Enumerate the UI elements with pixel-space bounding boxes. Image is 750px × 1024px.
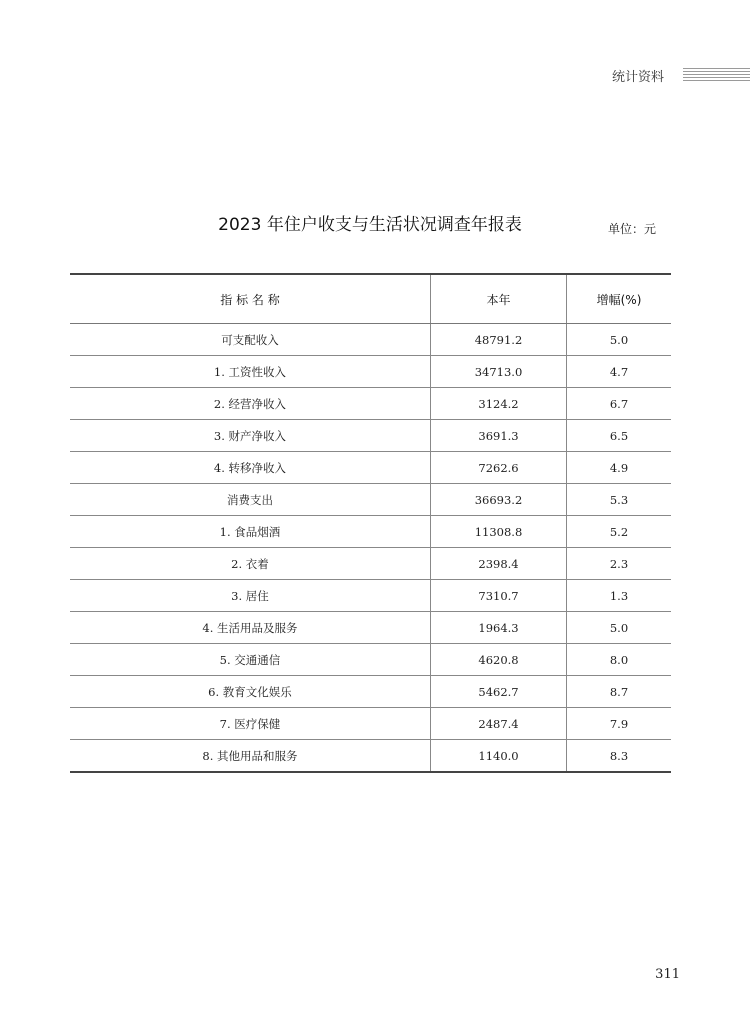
row-growth: 1.3 — [567, 580, 672, 612]
row-name: 消费支出 — [70, 484, 431, 516]
row-value: 7262.6 — [431, 452, 567, 484]
row-value: 2487.4 — [431, 708, 567, 740]
table-row — [70, 676, 671, 708]
row-growth: 7.9 — [567, 708, 672, 740]
column-header-current-year: 本年 — [431, 274, 567, 324]
row-growth: 8.7 — [567, 676, 672, 708]
header-decorative-lines — [683, 68, 750, 81]
row-name: 4. 生活用品及服务 — [70, 612, 431, 644]
row-growth: 5.3 — [567, 484, 672, 516]
row-value: 7310.7 — [431, 580, 567, 612]
row-growth: 8.0 — [567, 644, 672, 676]
row-name: 7. 医疗保健 — [70, 708, 431, 740]
table-row — [70, 644, 671, 676]
row-growth: 4.9 — [567, 452, 672, 484]
unit-label: 单位：元 — [608, 222, 657, 236]
row-growth: 5.0 — [567, 612, 672, 644]
row-value: 3124.2 — [431, 388, 567, 420]
table-row — [70, 708, 671, 740]
row-value: 1964.3 — [431, 612, 567, 644]
table-row — [70, 612, 671, 644]
row-name: 5. 交通通信 — [70, 644, 431, 676]
row-name: 4. 转移净收入 — [70, 452, 431, 484]
row-growth: 4.7 — [567, 356, 672, 388]
row-name: 3. 财产净收入 — [70, 420, 431, 452]
row-growth: 5.2 — [567, 516, 672, 548]
row-growth: 6.7 — [567, 388, 672, 420]
row-value: 34713.0 — [431, 356, 567, 388]
row-growth: 2.3 — [567, 548, 672, 580]
row-value: 4620.8 — [431, 644, 567, 676]
table-row — [70, 420, 671, 452]
table-row — [70, 324, 671, 356]
table-row — [70, 516, 671, 548]
row-name: 1. 食品烟酒 — [70, 516, 431, 548]
report-table — [70, 273, 671, 773]
report-title: 2023 年住户收支与生活状况调查年报表 — [218, 215, 522, 235]
row-growth: 6.5 — [567, 420, 672, 452]
row-value: 11308.8 — [431, 516, 567, 548]
column-header-growth: 增幅(%) — [567, 274, 672, 324]
row-growth: 5.0 — [567, 324, 672, 356]
row-value: 5462.7 — [431, 676, 567, 708]
table-row — [70, 484, 671, 516]
row-value: 48791.2 — [431, 324, 567, 356]
table-row — [70, 388, 671, 420]
row-name: 6. 教育文化娱乐 — [70, 676, 431, 708]
table-header-row — [70, 274, 671, 324]
table-row — [70, 356, 671, 388]
table-row — [70, 452, 671, 484]
row-growth: 8.3 — [609, 748, 629, 763]
table-row — [70, 580, 671, 612]
page-number: 311 — [655, 967, 680, 982]
table-row — [70, 548, 671, 580]
row-name: 1. 工资性收入 — [70, 356, 431, 388]
row-value: 2398.4 — [431, 548, 567, 580]
table-row — [70, 740, 671, 773]
row-name: 3. 居住 — [70, 580, 431, 612]
row-value: 1140.0 — [431, 740, 567, 773]
row-name: 2. 经营净收入 — [70, 388, 431, 420]
row-name: 2. 衣着 — [70, 548, 431, 580]
column-header-indicator: 指 标 名 称 — [70, 274, 431, 324]
row-value: 3691.3 — [431, 420, 567, 452]
row-name: 8. 其他用品和服务 — [70, 740, 431, 773]
row-value: 36693.2 — [431, 484, 567, 516]
section-label: 统计资料 — [612, 70, 665, 85]
row-name: 可支配收入 — [70, 324, 431, 356]
